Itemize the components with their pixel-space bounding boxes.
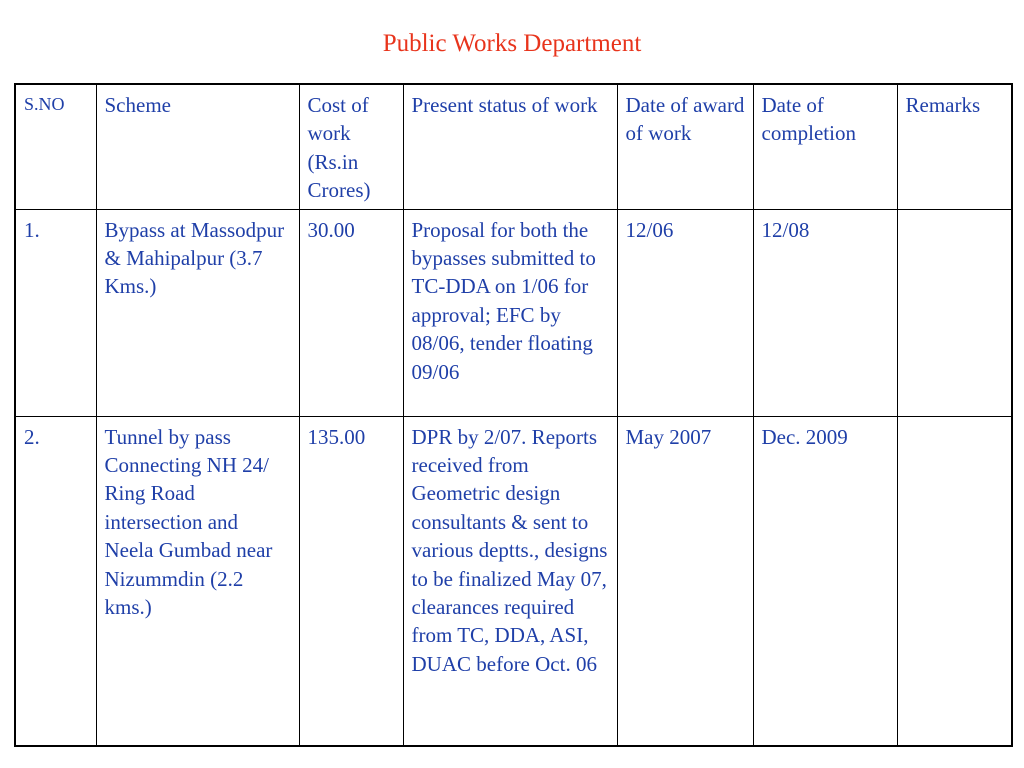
table-row — [15, 209, 1012, 416]
works-table — [14, 83, 1013, 747]
cell-cost: 135.00 — [299, 416, 403, 746]
header-award-date: Date of award of work — [617, 84, 753, 209]
header-cost: Cost of work (Rs.in Crores) — [299, 84, 403, 209]
cell-status: DPR by 2/07. Reports received from Geometric design consultants & sent to various deptts., designs to be finalized May 07, clearances required from TC, DDA, ASI, DUAC before Oct. 06 — [403, 416, 617, 746]
header-status: Present status of work — [403, 84, 617, 209]
cell-sno: 2. — [15, 416, 96, 746]
cell-completion-date: Dec. 2009 — [753, 416, 897, 746]
cell-award-date: May 2007 — [617, 416, 753, 746]
header-remarks: Remarks — [897, 84, 1012, 209]
page-title: Public Works Department — [382, 30, 642, 57]
table-row — [15, 416, 1012, 746]
cell-scheme: Tunnel by pass Connecting NH 24/ Ring Road intersection and Neela Gumbad near Nizummdin (2.2 kms.) — [96, 416, 299, 746]
cell-status: Proposal for both the bypasses submitted to TC-DDA on 1/06 for approval; EFC by 08/06, tender floating 09/06 — [403, 209, 617, 416]
cell-sno: 1. — [15, 209, 96, 416]
cell-award-date: 12/06 — [617, 209, 753, 416]
cell-remarks — [897, 209, 1012, 416]
header-scheme: Scheme — [96, 84, 299, 209]
cell-scheme: Bypass at Massodpur & Mahipalpur (3.7 Kms.) — [96, 209, 299, 416]
header-row — [15, 84, 1012, 209]
cell-cost: 30.00 — [299, 209, 403, 416]
header-sno: S.NO — [15, 84, 96, 209]
cell-remarks — [897, 416, 1012, 746]
cell-completion-date: 12/08 — [753, 209, 897, 416]
header-completion-date: Date of completion — [753, 84, 897, 209]
